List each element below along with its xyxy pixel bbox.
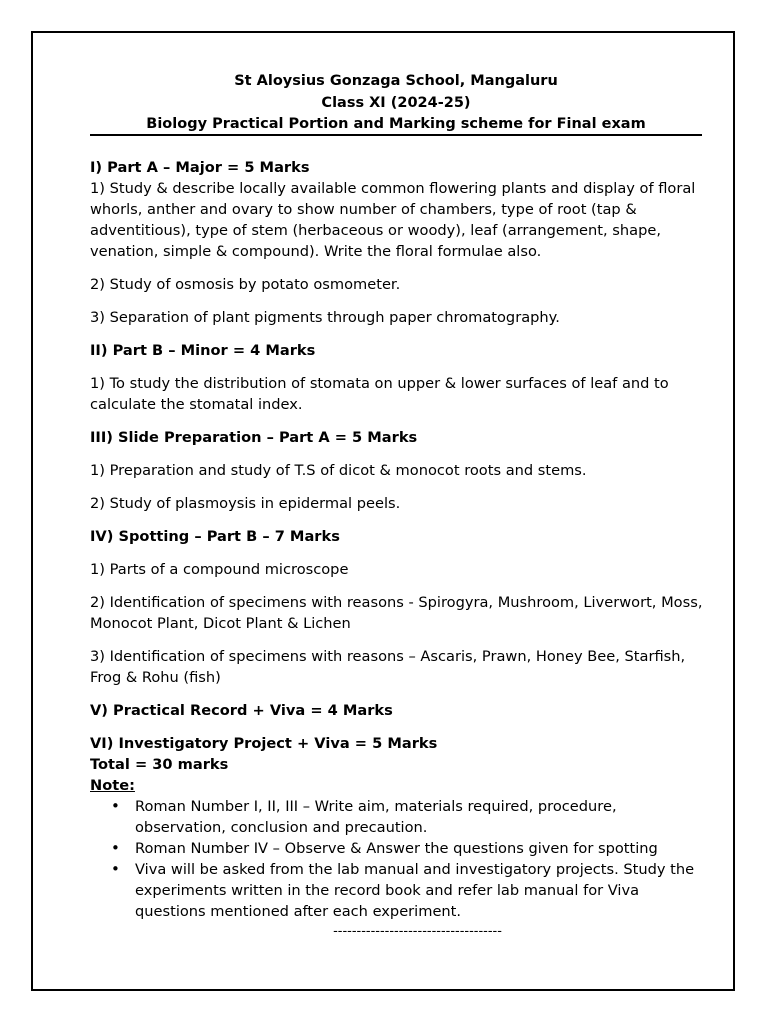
section-heading-part-b: II) Part B – Minor = 4 Marks <box>90 342 316 359</box>
slide-item-1: 1) Preparation and study of T.S of dicot & monocot roots and stems. <box>90 462 587 479</box>
part-b-item-1: 1) To study the distribution of stomata on upper & lower surfaces of leaf and to calculate the stomatal index. <box>90 375 669 413</box>
total-marks: Total = 30 marks <box>90 756 229 773</box>
document-body <box>90 157 705 942</box>
spotting-item-1: 1) Parts of a compound microscope <box>90 561 349 578</box>
document-title: Biology Practical Portion and Marking scheme for Final exam <box>146 116 646 132</box>
note-bullet-1: • Roman Number I, II, III – Write aim, materials required, procedure, observation, conclusion and precaution. <box>135 796 705 838</box>
footer-dashes: ------------------------------------ <box>333 924 502 939</box>
school-name: St Aloysius Gonzaga School, Mangaluru <box>234 73 558 89</box>
spotting-item-3: 3) Identification of specimens with reasons – Ascaris, Prawn, Honey Bee, Starfish, Frog & Rohu (fish) <box>90 648 686 686</box>
part-a-item-3: 3) Separation of plant pigments through paper chromatography. <box>90 309 560 326</box>
section-heading-project: VI) Investigatory Project + Viva = 5 Marks <box>90 735 438 752</box>
note-list <box>90 796 705 922</box>
section-heading-part-a: I) Part A – Major = 5 Marks <box>90 159 310 176</box>
section-heading-slide: III) Slide Preparation – Part A = 5 Marks <box>90 429 418 446</box>
slide-item-2: 2) Study of plasmoysis in epidermal peels. <box>90 495 401 512</box>
header-underline <box>90 134 702 136</box>
section-heading-record: V) Practical Record + Viva = 4 Marks <box>90 702 393 719</box>
class-year: Class XI (2024-25) <box>321 94 471 111</box>
document-header <box>90 71 702 136</box>
note-bullet-2: • Roman Number IV – Observe & Answer the questions given for spotting <box>135 838 705 859</box>
note-bullet-3: • Viva will be asked from the lab manual and investigatory projects. Study the experiments written in the record book and refer lab manual for Viva questions mentioned after each experiment. <box>135 859 705 922</box>
section-heading-spotting: IV) Spotting – Part B – 7 Marks <box>90 528 340 545</box>
part-a-item-2: 2) Study of osmosis by potato osmometer. <box>90 276 401 293</box>
note-label: Note: <box>90 777 135 794</box>
part-a-item-1: 1) Study & describe locally available common flowering plants and display of floral whorls, anther and ovary to show number of chambers, type of root (tap & adventitious), type of stem (herbaceous or woody), leaf (arrangement, shape, venation, simple & compound). Write the floral formulae also. <box>90 180 696 260</box>
spotting-item-2: 2) Identification of specimens with reasons - Spirogyra, Mushroom, Liverwort, Moss, Monocot Plant, Dicot Plant & Lichen <box>90 594 703 632</box>
